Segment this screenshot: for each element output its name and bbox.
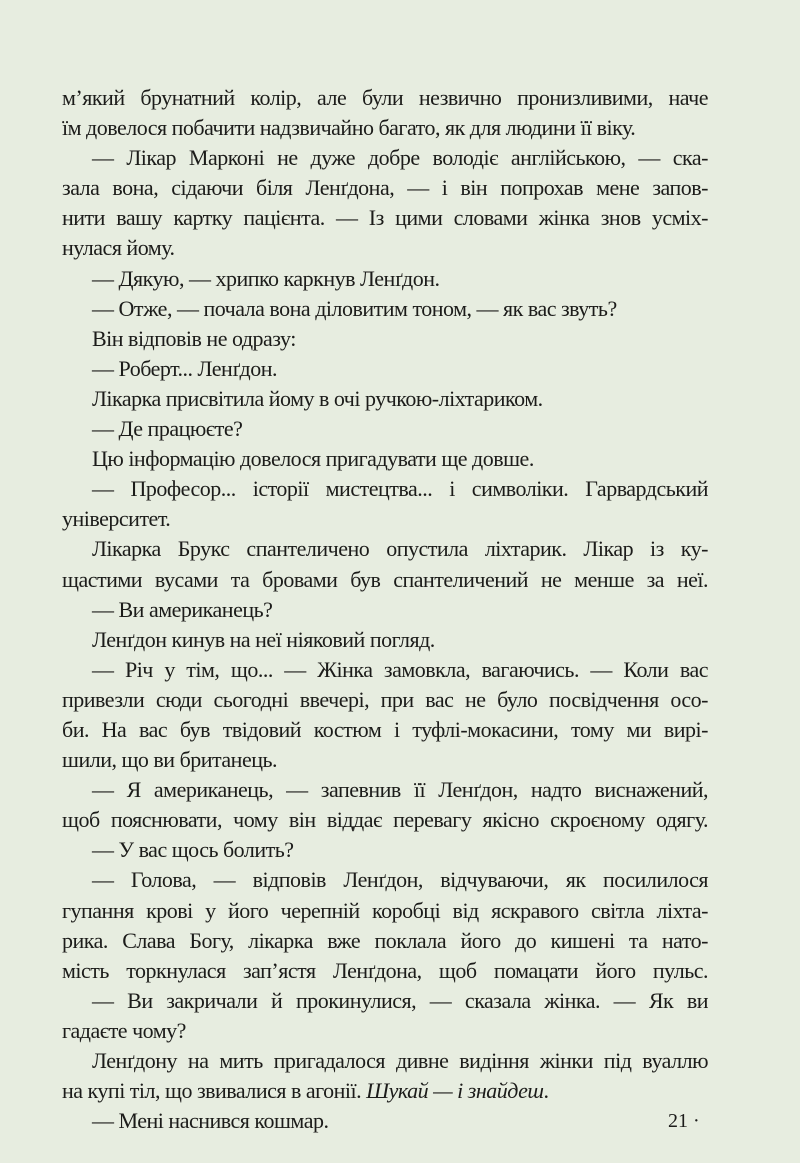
text-line: щастими вусами та бровами був спантеличений не менше за неї. bbox=[62, 566, 708, 592]
text-span: на купі тіл, що звивалися в агонії. bbox=[62, 1078, 367, 1104]
text-line: гупання крові у його черепній коробці від яскравого світла ліхта- bbox=[62, 897, 708, 923]
text-line: би. На вас був твідовий костюм і туфлі-мокасини, тому ми вирі- bbox=[62, 716, 708, 742]
text-line: — Річ у тім, що... — Жінка замовкла, вагаючись. — Коли вас bbox=[92, 656, 708, 682]
text-line: рика. Слава Богу, лікарка вже поклала його до кишені та нато- bbox=[62, 927, 708, 953]
text-line: Ленґдон кинув на неї ніяковий погляд. bbox=[92, 626, 435, 652]
text-line: нулася йому. bbox=[62, 235, 175, 261]
text-line: університет. bbox=[62, 506, 171, 532]
text-line: Він відповів не одразу: bbox=[92, 325, 296, 351]
text-line: — Дякую, — хрипко каркнув Ленґдон. bbox=[92, 265, 440, 291]
text-line: щоб пояснювати, чому він віддає перевагу якісно скроєному одягу. bbox=[62, 807, 708, 833]
text-line: — Лікар Марконі не дуже добре володіє англійською, — ска- bbox=[92, 145, 708, 171]
text-line: Ленґдону на мить пригадалося дивне видіння жінки під вуаллю bbox=[92, 1048, 708, 1073]
page-number: 21 · bbox=[668, 1110, 700, 1132]
text-line: їм довелося побачити надзвичайно багато, як для людини її віку. bbox=[62, 115, 636, 141]
text-line: мість торкнулася зап’ястя Ленґдона, щоб помацати його пульс. bbox=[62, 957, 708, 983]
body-text bbox=[62, 83, 708, 1136]
text-line: — Професор... історії мистецтва... і символіки. Гарвардський bbox=[92, 476, 708, 502]
text-line: — Голова, — відповів Ленґдон, відчуваючи, як посилилося bbox=[92, 867, 708, 893]
text-line: — У вас щось болить? bbox=[92, 837, 294, 863]
text-line: зала вона, сідаючи біля Ленґдона, — і він попрохав мене запов- bbox=[62, 175, 708, 201]
text-line: — Ви закричали й прокинулися, — сказала жінка. — Як ви bbox=[92, 987, 708, 1013]
text-line: — Ви американець? bbox=[92, 596, 273, 622]
text-span: . bbox=[543, 1078, 549, 1104]
text-line: — Де працюєте? bbox=[92, 416, 243, 442]
text-line: привезли сюди сьогодні ввечері, при вас не було посвідчення осо- bbox=[62, 686, 708, 712]
text-line: — Отже, — почала вона діловитим тоном, — як вас звуть? bbox=[92, 295, 617, 321]
text-line: м’який брунатний колір, але були незвично пронизливими, наче bbox=[62, 85, 708, 110]
text-line bbox=[62, 1076, 708, 1106]
text-line: — Роберт... Ленґдон. bbox=[92, 355, 278, 381]
text-line: Лікарка Брукс спантеличено опустила ліхтарик. Лікар із ку- bbox=[92, 536, 708, 562]
text-line: шили, що ви британець. bbox=[62, 747, 278, 773]
text-line: Цю інформацію довелося пригадувати ще довше. bbox=[92, 446, 534, 472]
text-line: нити вашу картку пацієнта. — Із цими словами жінка знов усміх- bbox=[62, 205, 708, 231]
text-line: — Я американець, — запевнив її Ленґдон, надто виснажений, bbox=[92, 777, 708, 803]
text-line: Лікарка присвітила йому в очі ручкою-ліхтариком. bbox=[92, 385, 543, 411]
text-line: гадаєте чому? bbox=[62, 1017, 186, 1043]
italic-phrase: Шукай — і знайдеш bbox=[366, 1078, 544, 1104]
text-line: — Мені наснився кошмар. bbox=[92, 1108, 329, 1134]
